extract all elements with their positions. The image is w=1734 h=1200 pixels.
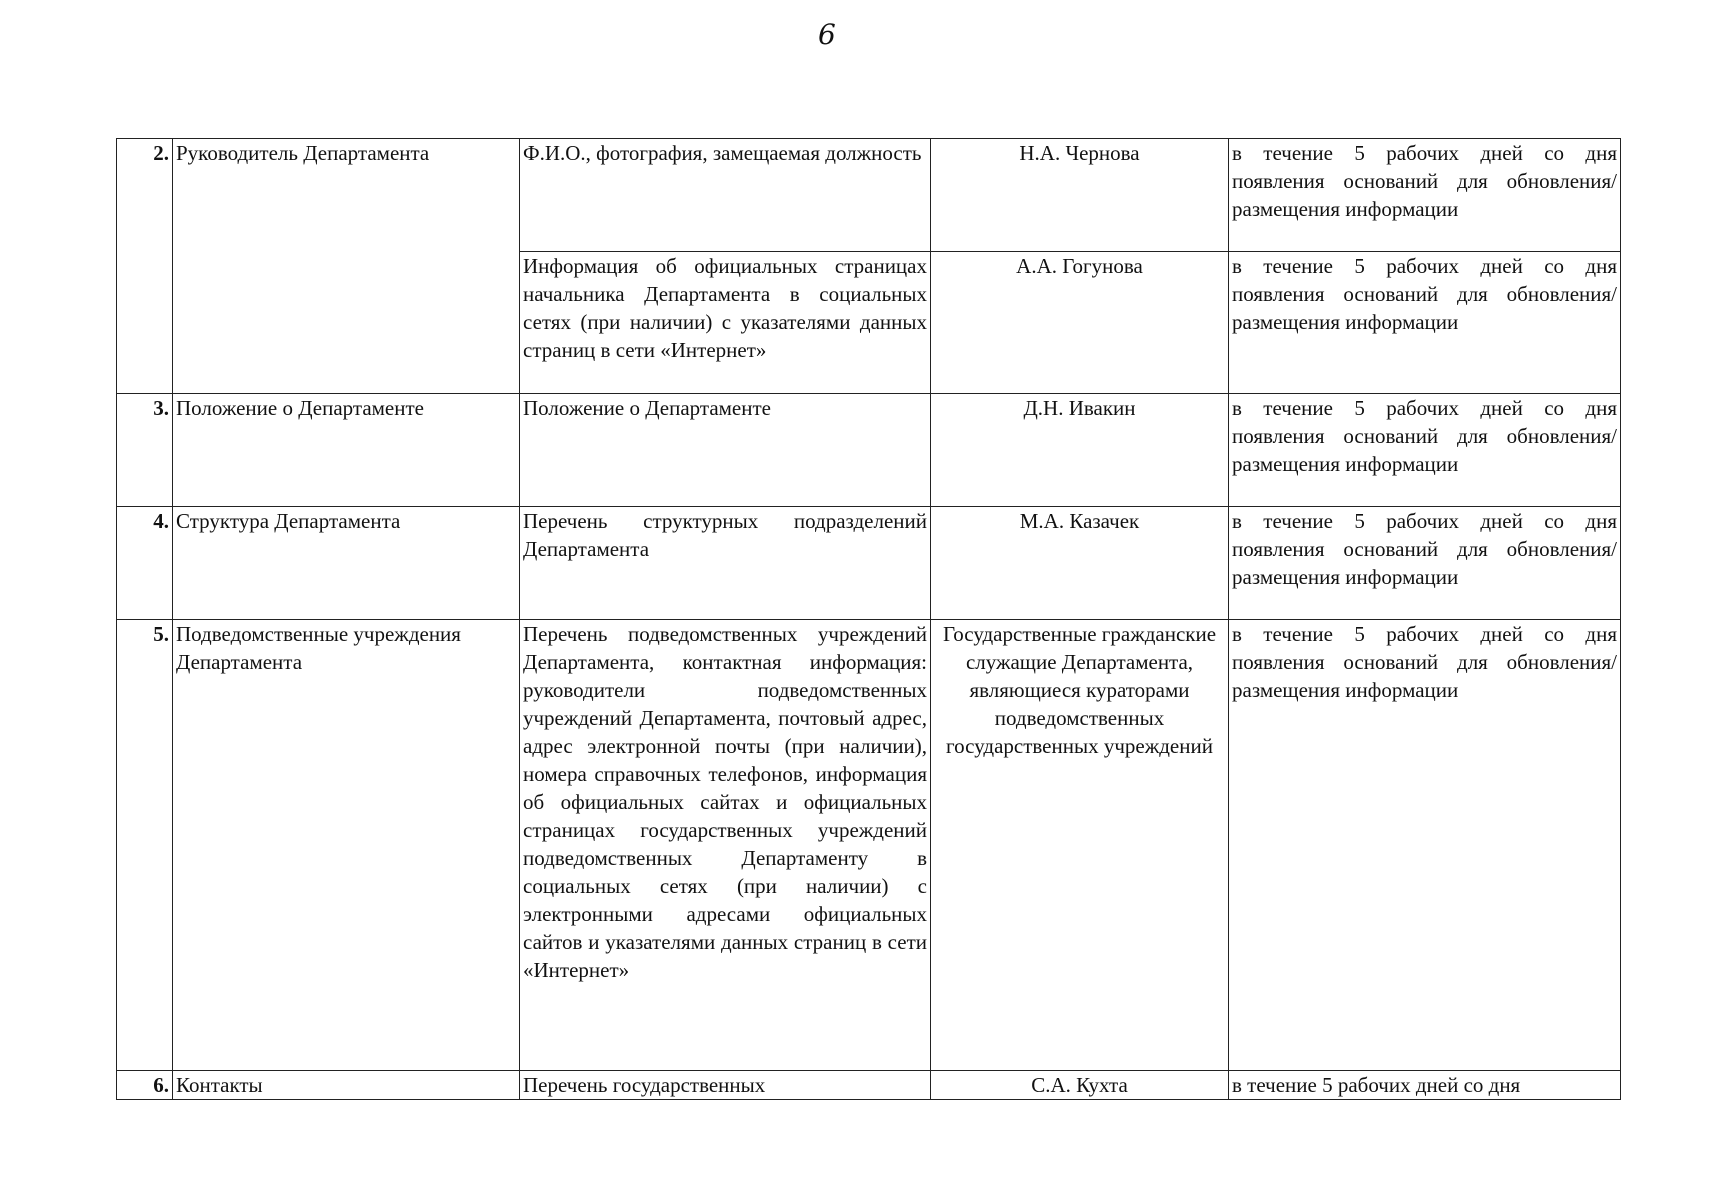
row-number: 6.	[117, 1071, 173, 1100]
info-content: Информация об официальных страницах начальника Департамента в социальных сетях (при наличии) с указателями данных страниц в сети «Интернет»	[520, 252, 931, 394]
update-term: в течение 5 рабочих дней со дня появления оснований для обновления/размещения информации	[1229, 139, 1621, 252]
info-content: Перечень структурных подразделений Департамента	[520, 507, 931, 620]
responsible-person: Н.А. Чернова	[931, 139, 1229, 252]
responsible-person: М.А. Казачек	[931, 507, 1229, 620]
table-row	[117, 139, 1621, 252]
update-term: в течение 5 рабочих дней со дня появления оснований для обновления/размещения информации	[1229, 394, 1621, 507]
table-row	[117, 620, 1621, 1071]
row-number: 2.	[117, 139, 173, 394]
responsible-person: Д.Н. Ивакин	[931, 394, 1229, 507]
update-term: в течение 5 рабочих дней со дня появления оснований для обновления/размещения информации	[1229, 620, 1621, 1071]
info-content: Положение о Департаменте	[520, 394, 931, 507]
responsible-person: А.А. Гогунова	[931, 252, 1229, 394]
row-number: 5.	[117, 620, 173, 1071]
table-row	[117, 394, 1621, 507]
table-row	[117, 507, 1621, 620]
page-number: 6	[818, 18, 836, 51]
section-name: Положение о Департаменте	[173, 394, 520, 507]
document-table	[116, 138, 1621, 1100]
responsible-person: Государственные гражданские служащие Департамента, являющиеся кураторами подведомственных государственных учреждений	[931, 620, 1229, 1071]
info-content: Перечень подведомственных учреждений Департамента, контактная информация: руководители подведомственных учреждений Департамента, почтовый адрес, адрес электронной почты (при наличии), номера справочных телефонов, информация об официальных сайтах и официальных страницах государственных учреждений подведомственных Департаменту в социальных сетях (при наличии) с электронными адресами официальных сайтов и указателями данных страниц в сети «Интернет»	[520, 620, 931, 1071]
row-number: 4.	[117, 507, 173, 620]
update-term: в течение 5 рабочих дней со дня появления оснований для обновления/размещения информации	[1229, 252, 1621, 394]
info-content: Ф.И.О., фотография, замещаемая должность	[520, 139, 931, 252]
update-term: в течение 5 рабочих дней со дня	[1229, 1071, 1621, 1100]
table-row	[117, 1071, 1621, 1100]
row-number: 3.	[117, 394, 173, 507]
section-name: Контакты	[173, 1071, 520, 1100]
section-name: Подведомственные учреждения Департамента	[173, 620, 520, 1071]
update-term: в течение 5 рабочих дней со дня появления оснований для обновления/размещения информации	[1229, 507, 1621, 620]
info-content: Перечень государственных	[520, 1071, 931, 1100]
section-name: Руководитель Департамента	[173, 139, 520, 394]
section-name: Структура Департамента	[173, 507, 520, 620]
responsible-person: С.А. Кухта	[931, 1071, 1229, 1100]
